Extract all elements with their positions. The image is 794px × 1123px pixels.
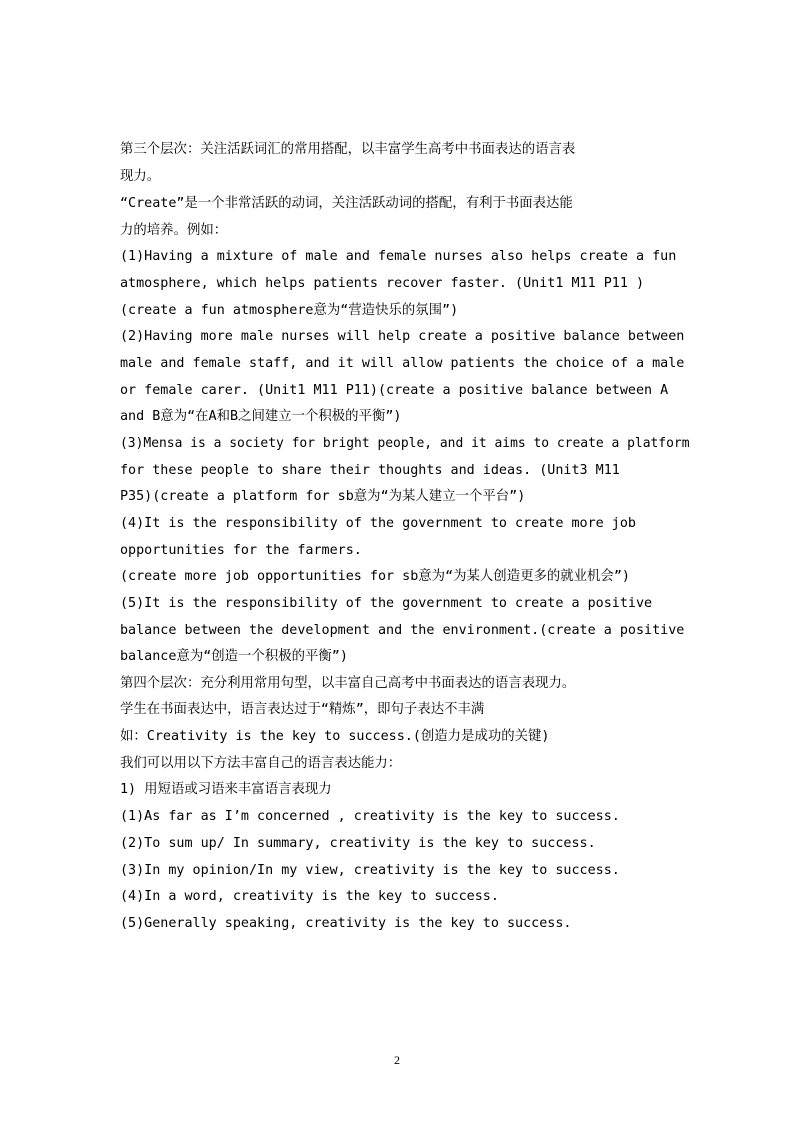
- text-line: P35)(create a platform for sb意为“为某人建立一个平台”): [120, 489, 526, 504]
- text-line: for these people to share their thoughts and ideas. (Unit3 M11: [120, 463, 620, 478]
- text-line: (3)Mensa is a society for bright people, and it aims to create a platform: [120, 436, 690, 451]
- text-line: 1) 用短语或习语来丰富语言表现力: [120, 782, 332, 797]
- text-line: 现力。: [120, 169, 161, 184]
- text-line: opportunities for the farmers.: [120, 543, 362, 558]
- text-line: (2)Having more male nurses will help create a positive balance between: [120, 329, 685, 344]
- text-line: (2)To sum up/ In summary, creativity is the key to success.: [120, 836, 596, 851]
- text-line: (5)It is the responsibility of the government to create a positive: [120, 596, 653, 611]
- text-line: (create a fun atmosphere意为“营造快乐的氛围”): [120, 303, 459, 318]
- text-line: (3)In my opinion/In my view, creativity is the key to success.: [120, 863, 620, 878]
- text-line: (1)As far as I’m concerned , creativity is the key to success.: [120, 809, 620, 824]
- text-line: (1)Having a mixture of male and female nurses also helps create a fun: [120, 249, 677, 264]
- text-line: (4)In a word, creativity is the key to success.: [120, 889, 499, 904]
- text-line: 学生在书面表达中，语言表达过于“精炼”，即句子表达不丰满: [120, 702, 485, 717]
- text-line: 第四个层次：充分利用常用句型，以丰富自己高考中书面表达的语言表现力。: [120, 676, 576, 691]
- text-line: 第三个层次：关注活跃词汇的常用搭配，以丰富学生高考中书面表达的语言表: [120, 142, 576, 157]
- text-line: male and female staff, and it will allow patients the choice of a male: [120, 356, 685, 371]
- text-line: atmosphere, which helps patients recover faster. (Unit1 M11 P11 ): [120, 276, 645, 291]
- text-line: balance between the development and the environment.(create a positive: [120, 623, 685, 638]
- text-line: “Create”是一个非常活跃的动词，关注活跃动词的搭配，有利于书面表达能: [120, 196, 573, 211]
- text-line: or female carer. (Unit1 M11 P11)(create a positive balance between A: [120, 383, 669, 398]
- text-line: (5)Generally speaking, creativity is the key to success.: [120, 916, 572, 931]
- page-number: 2: [394, 1053, 400, 1067]
- text-line: (4)It is the responsibility of the government to create more job: [120, 516, 636, 531]
- text-line: 力的培养。例如：: [120, 223, 228, 238]
- text-line: and B意为“在A和B之间建立一个积极的平衡”): [120, 409, 402, 424]
- text-line: (create more job opportunities for sb意为“为某人创造更多的就业机会”): [120, 569, 630, 584]
- text-line: 如：Creativity is the key to success.(创造力是成功的关键): [120, 729, 550, 744]
- text-line: balance意为“创造一个积极的平衡”): [120, 649, 348, 664]
- text-line: 我们可以用以下方法丰富自己的语言表达能力：: [120, 756, 402, 771]
